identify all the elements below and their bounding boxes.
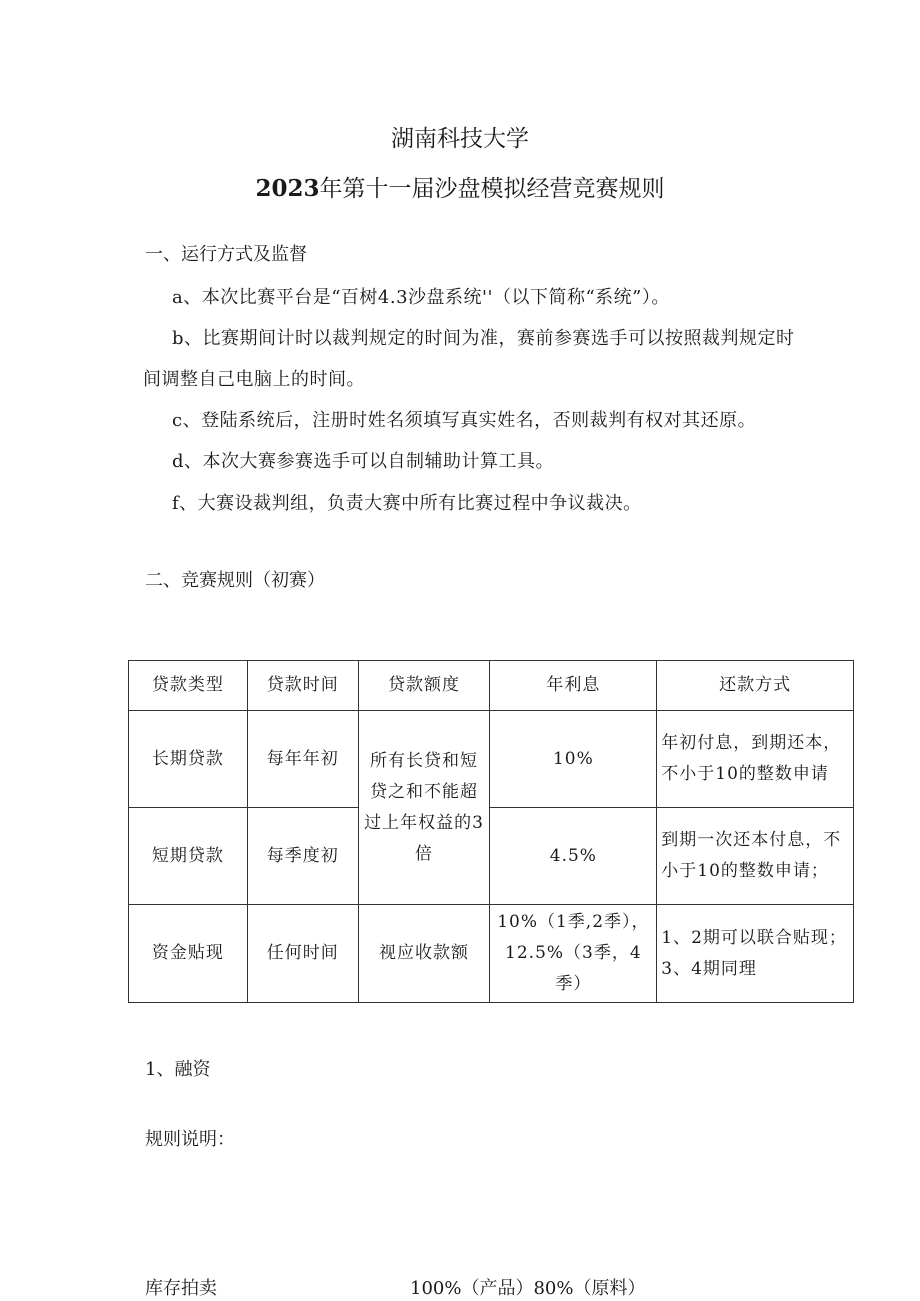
section1-item-b-cont: 间调整自己电脑上的时间。 (143, 369, 365, 390)
section1-item-f: f、大赛设裁判组，负责大赛中所有比赛过程中争议裁决。 (172, 493, 642, 514)
cell-time: 任何时间 (247, 905, 358, 1003)
table-row (129, 808, 854, 905)
cell-repay: 年初付息，到期还本，不小于10的整数申请 (657, 711, 854, 808)
section1-heading: 一、运行方式及监督 (145, 244, 307, 265)
table-row (129, 905, 854, 1003)
cell-type: 长期贷款 (129, 711, 248, 808)
cell-shared-amount: 所有长贷和短贷之和不能超过上年权益的3倍 (358, 711, 490, 905)
inventory-value: 100%（产品）80%（原料） (410, 1278, 646, 1299)
cell-rate: 10% (490, 711, 657, 808)
loan-table (128, 660, 854, 1003)
header-loan-amount: 贷款额度 (358, 661, 490, 711)
cell-type: 资金贴现 (129, 905, 248, 1003)
header-loan-time: 贷款时间 (247, 661, 358, 711)
header-loan-type: 贷款类型 (129, 661, 248, 711)
cell-repay: 1、2期可以联合贴现；3、4期同理 (657, 905, 854, 1003)
section3-heading: 1、融资 (145, 1059, 211, 1080)
header-annual-rate: 年利息 (490, 661, 657, 711)
section1-item-d: d、本次大赛参赛选手可以自制辅助计算工具。 (172, 451, 555, 472)
title-year: 2023 (255, 175, 320, 202)
title-rest: 年第十一届沙盘模拟经营竞赛规则 (319, 176, 665, 202)
header-repayment: 还款方式 (657, 661, 854, 711)
document-title-school: 湖南科技大学 (391, 126, 529, 152)
section1-item-b: b、比赛期间计时以裁判规定的时间为准，赛前参赛选手可以按照裁判规定时 (172, 328, 795, 349)
cell-type: 短期贷款 (129, 808, 248, 905)
cell-amount: 视应收款额 (358, 905, 490, 1003)
inventory-label: 库存拍卖 (145, 1278, 217, 1299)
rule-label: 规则说明： (145, 1129, 235, 1150)
document-title-competition (0, 170, 920, 203)
section1-item-c: c、登陆系统后，注册时姓名须填写真实姓名，否则裁判有权对其还原。 (172, 410, 757, 431)
section1-item-a: a、本次比赛平台是“百树4.3沙盘系统''（以下简称“系统”）。 (172, 287, 670, 308)
table-row (129, 711, 854, 808)
cell-rate: 10%（1季,2季），12.5%（3季，4季） (490, 905, 657, 1003)
cell-rate: 4.5% (490, 808, 657, 905)
table-header-row (129, 661, 854, 711)
cell-time: 每季度初 (247, 808, 358, 905)
section2-heading: 二、竞赛规则（初赛） (145, 570, 325, 591)
cell-repay: 到期一次还本付息，不小于10的整数申请； (657, 808, 854, 905)
cell-time: 每年年初 (247, 711, 358, 808)
